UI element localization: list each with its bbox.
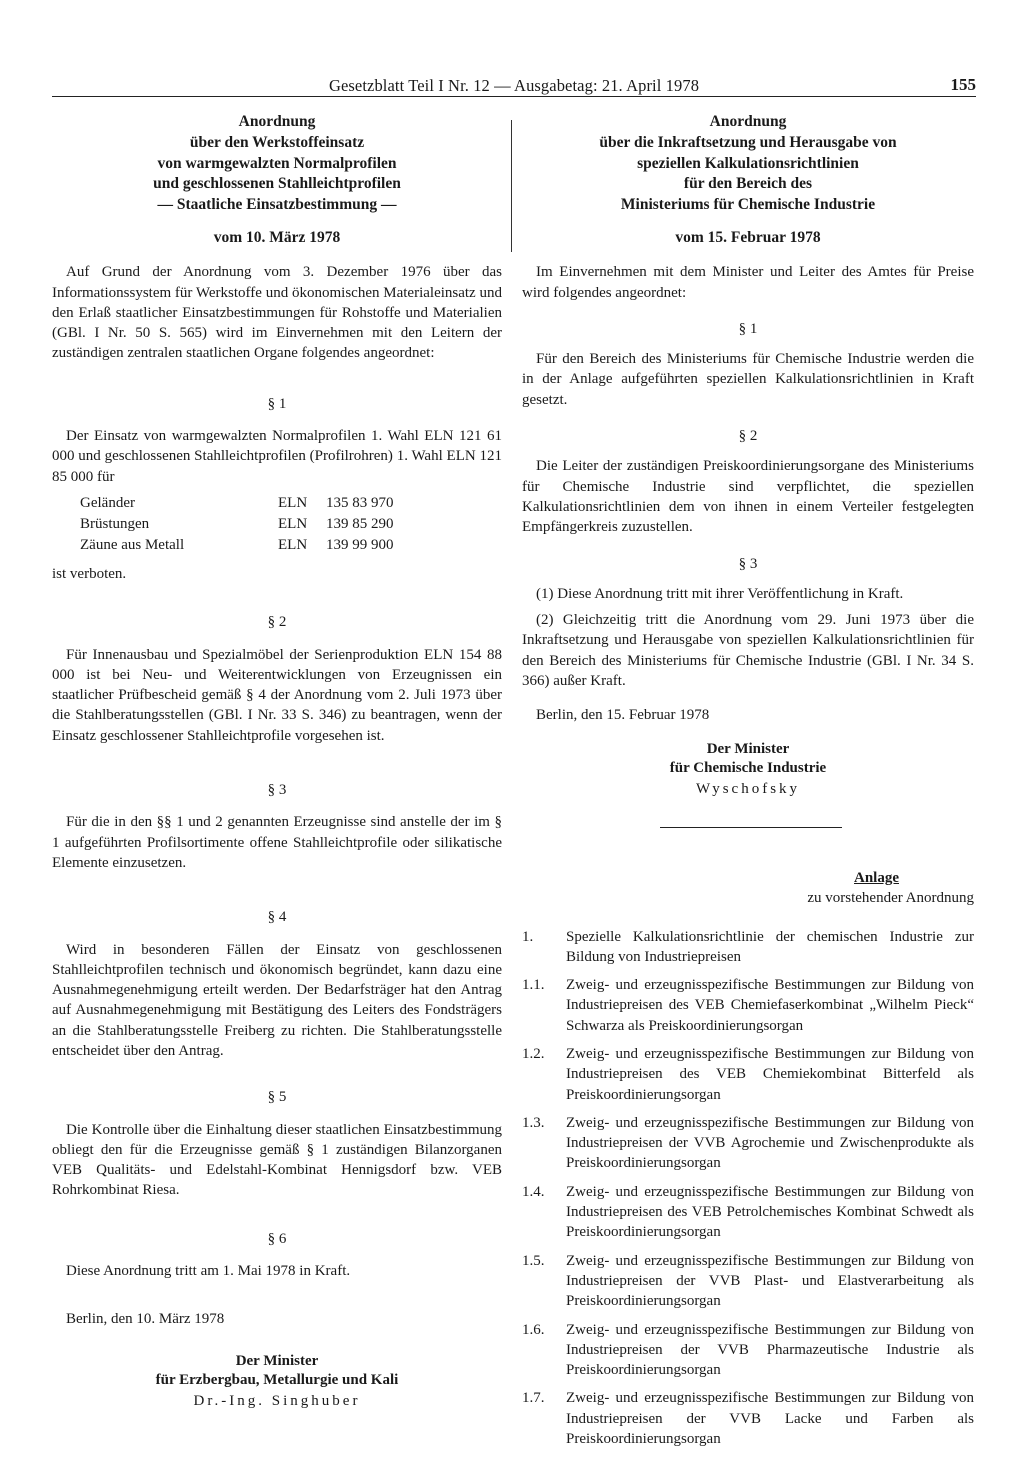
right-section-3-label: § 3 [738, 555, 758, 572]
right-title-line: Anordnung [709, 113, 787, 130]
right-section-1-label: § 1 [738, 320, 758, 337]
right-title-line: über die Inkraftsetzung und Herausgabe von [599, 133, 897, 151]
anlage-item-number: 1.6. [522, 1321, 545, 1338]
left-section-2-label: § 2 [267, 614, 287, 631]
right-column [522, 112, 974, 1457]
gazette-title: Gesetzblatt Teil I Nr. 12 — Ausgabetag: 21. April 1978 [328, 76, 700, 95]
anlage-item-text: Spezielle Kalkulationsrichtlinie der chemischen Industrie zur Bildung von Industriepreisen [566, 928, 974, 965]
anlage-item [522, 927, 974, 968]
eln-name: Geländer [80, 495, 135, 512]
left-signer-name: Dr.-Ing. Singhuber [193, 1392, 361, 1409]
left-section-1-label: § 1 [267, 395, 287, 412]
eln-table [80, 493, 394, 556]
left-signer-title: Der Minister [235, 1352, 319, 1369]
right-signer-name: Wyschofsky [695, 780, 801, 797]
eln-code: ELN [278, 516, 308, 533]
left-column [52, 112, 502, 1411]
left-title-line: von warmgewalzten Normalprofilen [157, 154, 397, 172]
right-section-2-label: § 2 [738, 428, 758, 445]
anlage-item-text: Zweig- und erzeugnisspezifische Bestimmungen zur Bildung von Industriepreisen des VEB Chemiefaserkombinat „Wilhelm Pieck“ Schwarza als Preiskoordinierungsorgan [566, 977, 974, 1034]
column-divider [511, 120, 512, 252]
left-section-5-label: § 5 [267, 1089, 287, 1106]
anlage-item [522, 1044, 974, 1105]
right-section-1-text: Für den Bereich des Ministeriums für Chemische Industrie werden die in der Anlage aufgeführten speziellen Kalkulationsrichtlinien in Kraft gesetzt. [522, 351, 974, 408]
anlage-item-number: 1.3. [522, 1114, 545, 1131]
left-title-line: und geschlossenen Stahlleichtprofilen [153, 175, 401, 193]
left-section-2-text: Für Innenausbau und Spezialmöbel der Serienproduktion ELN 154 88 000 ist bei Neu- und Weiterentwicklungen von Erzeugnissen ein staatlicher Prüfbescheid gemäß § 4 der Anordnung vom 2. Juli 1973 über die Stahlberatungsstellen (GBl. I Nr. 33 S. 346) zu beantragen, wenn der Einsatz geschlossener Stahlleichtprofile vorgesehen ist. [52, 646, 502, 744]
anlage-item-text: Zweig- und erzeugnisspezifische Bestimmungen zur Bildung von Industriepreisen der VVB Plast- und Elastverarbeitung als Preiskoordinierungsorgan [566, 1252, 974, 1310]
left-section-4-text: Wird in besonderen Fällen der Einsatz von geschlossenen Stahlleichtprofilen technisch und ökonomisch begründet, kann dazu eine Ausnahmegenehmigung erteilt werden. Der Bedarfsträger hat den Antrag auf Ausnahmegenehmigung mit Bestätigung des Leiters des Fondsträgers an die Stahlberatungsstelle Freiberg zu richten. Die Stahlberatungsstelle entscheidet über den Antrag. [52, 941, 502, 1059]
left-section-6-label: § 6 [267, 1230, 287, 1247]
page-header [52, 72, 976, 97]
anlage-item-text: Zweig- und erzeugnisspezifische Bestimmungen zur Bildung von Industriepreisen der VVB Pharmazeutische Industrie als Preiskoordinierungsorgan [566, 1321, 974, 1379]
right-place-date: Berlin, den 15. Februar 1978 [536, 707, 710, 724]
left-section-3-label: § 3 [267, 782, 287, 799]
right-section-2-text: Die Leiter der zuständigen Preiskoordinierungsorgane des Ministeriums für Chemische Industrie sind verpflichtet, die speziellen Kalkulationsrichtlinien dem von ihnen in einem Verteiler festgelegten Empfängerkreis zuzustellen. [522, 458, 974, 536]
anlage-item-text: Zweig- und erzeugnisspezifische Bestimmungen zur Bildung von Industriepreisen der VVB Lacke und Farben als Preiskoordinierungsorgan [566, 1390, 974, 1448]
anlage-item-number: 1.5. [522, 1252, 545, 1269]
left-preamble: Auf Grund der Anordnung vom 3. Dezember 1976 über das Informationssystem für Werkstoffe und ökonomischen Materialeinsatz und den Erlaß staatlicher Einsatzbestimmungen für Rohstoffe und Materialien (GBl. I Nr. 50 S. 565) wird im Einvernehmen mit den Leitern der zuständigen zentralen staatlichen Organe folgendes angeordnet: [52, 264, 502, 362]
left-section-4-label: § 4 [267, 909, 287, 926]
anlage-item-number: 1.2. [522, 1046, 545, 1062]
anlage-item [522, 1388, 974, 1449]
right-date: vom 15. Februar 1978 [675, 228, 821, 246]
left-section-1-end: ist verboten. [52, 565, 127, 582]
right-title-line: für den Bereich des [683, 175, 813, 193]
right-title-line: speziellen Kalkulationsrichtlinien [637, 154, 859, 172]
left-date: vom 10. März 1978 [213, 228, 341, 246]
anlage-item-number: 1.7. [522, 1390, 545, 1407]
eln-row [80, 514, 394, 535]
left-section-5-text: Die Kontrolle über die Einhaltung dieser staatlichen Einsatzbestimmung obliegt den für die Erzeugnisse gemäß § 1 zuständigen Bilanzorganen VEB Qualitäts- und Edelstahl-Kombinat Hennigsdorf bzw. VEB Rohrkombinat Riesa. [52, 1121, 502, 1199]
page-number: 155 [950, 75, 976, 94]
right-signer-title: Der Minister [706, 740, 790, 757]
eln-name: Brüstungen [80, 516, 150, 533]
anlage-item-text: Zweig- und erzeugnisspezifische Bestimmungen zur Bildung von Industriepreisen des VEB Chemiekombinat Bitterfeld als Preiskoordinierungsorgan [566, 1046, 974, 1103]
right-signer-ministry: für Chemische Industrie [669, 760, 827, 777]
right-title-line: Ministeriums für Chemische Industrie [620, 196, 876, 214]
eln-row [80, 493, 394, 514]
anlage-item [522, 1182, 974, 1243]
eln-number: 135 83 970 [326, 495, 394, 512]
anlage-item-number: 1.4. [522, 1183, 545, 1200]
anlage-item [522, 1251, 974, 1312]
eln-name: Zäune aus Metall [80, 537, 185, 554]
anlage-title-text: Anlage [854, 869, 899, 886]
anlage-subtitle: zu vorstehender Anordnung [807, 890, 974, 907]
left-section-3-text: Für die in den §§ 1 und 2 genannten Erzeugnisse sind anstelle der im § 1 aufgeführten Profilsortimente offene Stahlleichtprofile oder silikatische Elemente einzusetzen. [52, 814, 502, 871]
left-title-line: Anordnung [238, 113, 316, 130]
right-preamble: Im Einvernehmen mit dem Minister und Leiter des Amtes für Preise wird folgendes angeordnet: [522, 264, 974, 301]
anlage-item-text: Zweig- und erzeugnisspezifische Bestimmungen zur Bildung von Industriepreisen der VVB Agrochemie und Zwischenprodukte als Preiskoordinierungsorgan [566, 1114, 974, 1172]
eln-code: ELN [278, 495, 308, 512]
left-signer-ministry: für Erzbergbau, Metallurgie und Kali [155, 1372, 399, 1389]
anlage-title [522, 868, 974, 888]
anlage-item-number: 1. [522, 928, 534, 945]
right-section-3-para-2: (2) Gleichzeitig tritt die Anordnung vom 29. Juni 1973 über die Inkraftsetzung und Herausgabe von speziellen Kalkulationsrichtlinien für den Bereich des Ministeriums für Chemische Industrie (GBl. I Nr. 34 S. 366) außer Kraft. [522, 612, 974, 690]
anlage-item [522, 1113, 974, 1174]
right-section-3-para-1: (1) Diese Anordnung tritt mit ihrer Veröffentlichung in Kraft. [536, 585, 904, 602]
separator-rule [660, 827, 842, 828]
anlage-item-text: Zweig- und erzeugnisspezifische Bestimmungen zur Bildung von Industriepreisen des VEB Petrolchemisches Kombinat Schwedt als Preiskoordinierungsorgan [566, 1183, 974, 1241]
left-place-date: Berlin, den 10. März 1978 [66, 1311, 225, 1328]
left-title-line: — Staatliche Einsatzbestimmung — [157, 196, 397, 214]
left-title-line: über den Werkstoffeinsatz [189, 133, 365, 151]
anlage-item [522, 1320, 974, 1381]
eln-number: 139 85 290 [326, 516, 394, 533]
anlage-item [522, 975, 974, 1036]
left-section-1-text: Der Einsatz von warmgewalzten Normalprofilen 1. Wahl ELN 121 61 000 und geschlossenen Stahlleichtprofilen (Profilrohren) 1. Wahl ELN 121 85 000 für [52, 428, 502, 485]
eln-number: 139 99 900 [326, 537, 394, 554]
anlage-item-number: 1.1. [522, 977, 545, 994]
left-section-6-text: Diese Anordnung tritt am 1. Mai 1978 in Kraft. [66, 1263, 351, 1280]
eln-code: ELN [278, 537, 308, 554]
eln-row [80, 535, 394, 556]
